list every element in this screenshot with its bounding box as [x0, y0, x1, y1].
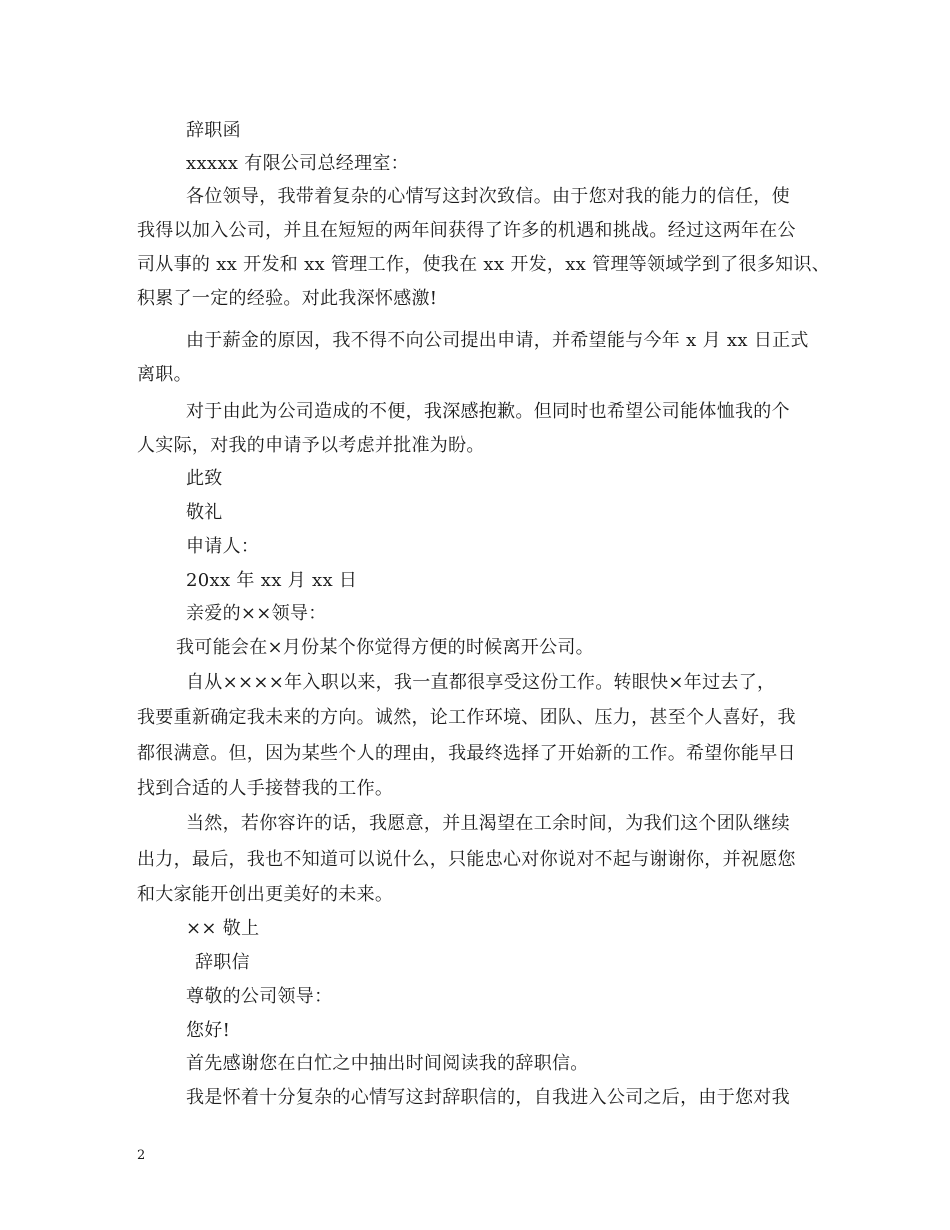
letter1-p1-line3: 司从事的 xx 开发和 xx 管理工作，使我在 xx 开发，xx 管理等领域学到了很多知识、: [137, 254, 831, 275]
letter2-p1-line1: 自从××××年入职以来，我一直都很享受这份工作。转眼快×年过去了，: [186, 672, 776, 693]
letter2-p2-line2: 出力，最后，我也不知道可以说什么，只能忠心对你说对不起与谢谢你，并祝愿您: [137, 849, 796, 870]
letter1-p1-line2: 我得以加入公司，并且在短短的两年间获得了许多的机遇和挑战。经过这两年在公: [137, 220, 796, 241]
page-number: 2: [137, 1148, 146, 1163]
letter2-p2-line1: 当然，若你容许的话，我愿意，并且渴望在工余时间，为我们这个团队继续: [186, 813, 790, 834]
letter1-addressee: xxxxx 有限公司总经理室：: [186, 153, 409, 174]
letter2-p1-line2: 我要重新确定我未来的方向。诚然，论工作环境、团队、压力，甚至个人喜好，我: [137, 707, 796, 728]
letter1-p3-line1: 对于由此为公司造成的不便，我深感抱歉。但同时也希望公司能体恤我的个: [186, 401, 790, 422]
letter2-greeting: 亲爱的××领导：: [186, 603, 327, 624]
letter1-applicant: 申请人：: [186, 536, 260, 557]
letter2-p1-line4: 找到合适的人手接替我的工作。: [137, 778, 394, 799]
letter1-p2-line1: 由于薪金的原因，我不得不向公司提出申请，并希望能与今年 x 月 xx 日正式: [186, 330, 809, 351]
letter2-p1-line3: 都很满意。但，因为某些个人的理由，我最终选择了开始新的工作。希望你能早日: [137, 743, 796, 764]
letter2-intro: 我可能会在×月份某个你觉得方便的时候离开公司。: [176, 637, 594, 658]
letter3-p2-line1: 我是怀着十分复杂的心情写这封辞职信的，自我进入公司之后，由于您对我: [186, 1087, 790, 1108]
letter1-p1-line4: 积累了一定的经验。对此我深怀感激!: [137, 288, 438, 309]
letter3-title: 辞职信: [195, 952, 250, 973]
letter1-title: 辞职函: [186, 120, 241, 141]
letter3-p1: 首先感谢您在白忙之中抽出时间阅读我的辞职信。: [186, 1053, 589, 1074]
letter1-p2-line2: 离职。: [137, 364, 192, 385]
letter2-p2-line3: 和大家能开创出更美好的未来。: [137, 884, 394, 905]
letter1-p1-line1: 各位领导，我带着复杂的心情写这封次致信。由于您对我的能力的信任，使: [186, 186, 790, 207]
letter1-date: 20xx 年 xx 月 xx 日: [186, 570, 358, 591]
letter3-greeting: 您好!: [186, 1020, 231, 1041]
letter1-closing-2: 敬礼: [186, 502, 223, 523]
letter1-p3-line2: 人实际，对我的申请予以考虑并批准为盼。: [137, 435, 485, 456]
letter1-closing-1: 此致: [186, 468, 223, 489]
letter2-signature: ×× 敬上: [186, 918, 260, 939]
letter3-addressee: 尊敬的公司领导：: [186, 986, 333, 1007]
